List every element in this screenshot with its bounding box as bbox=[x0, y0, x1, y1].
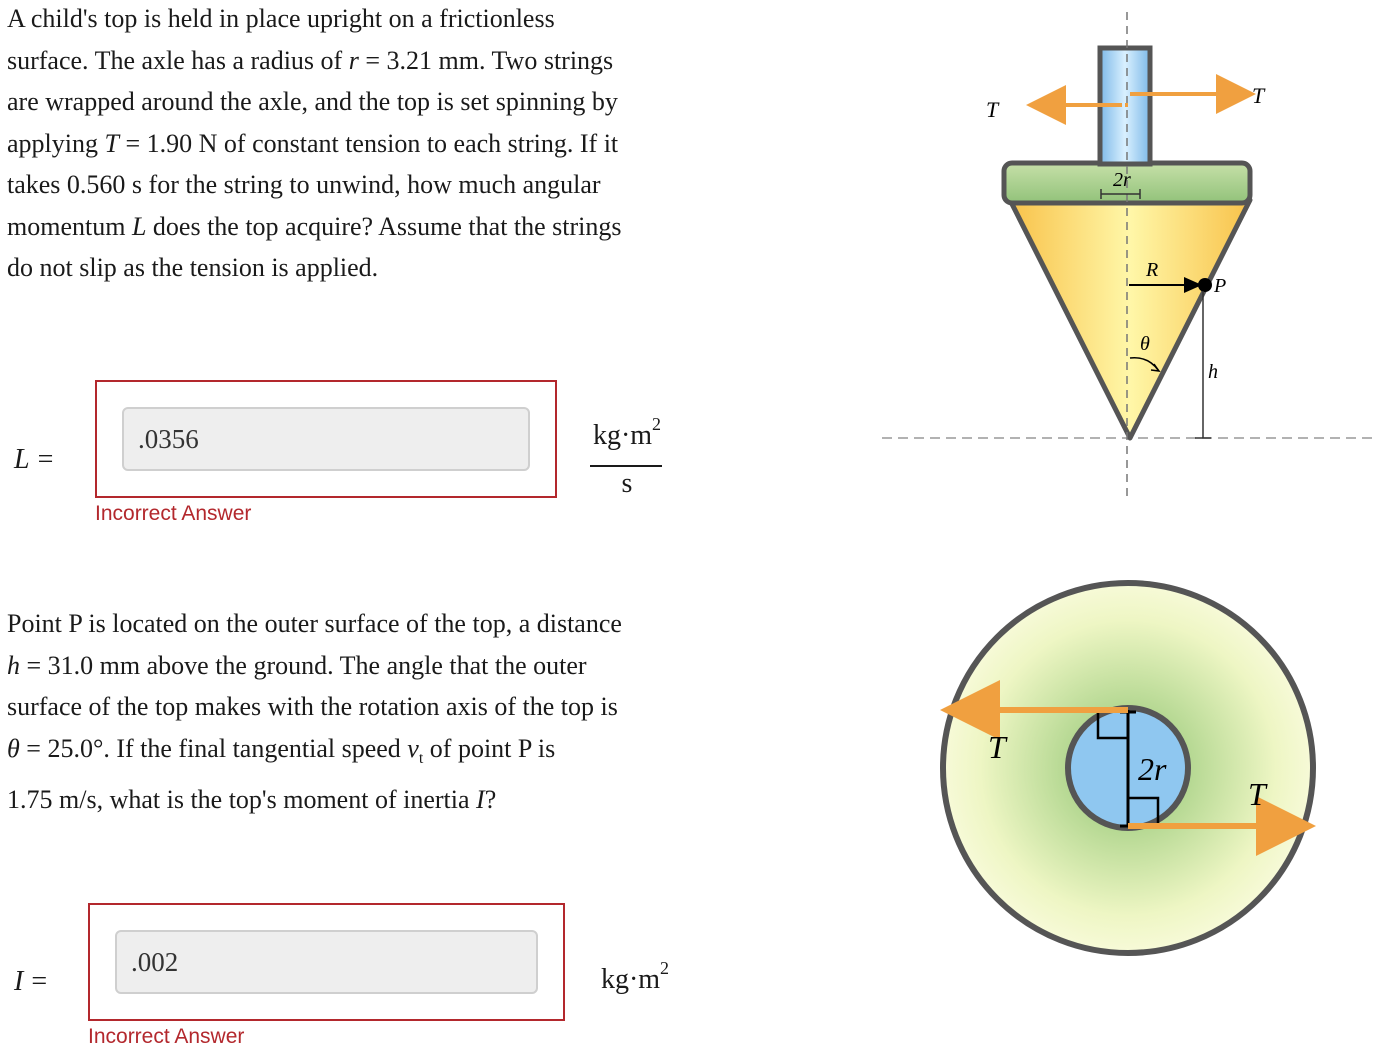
side-2r-label: 2r bbox=[1113, 169, 1131, 191]
side-T-right-label: T bbox=[1252, 83, 1265, 108]
cone-body bbox=[1010, 200, 1250, 438]
side-theta-label: θ bbox=[1140, 333, 1150, 355]
q1-line2: surface. The axle has a radius of r = 3.21 mm. Two strings bbox=[7, 45, 614, 75]
q1-line3: are wrapped around the axle, and the top is set spinning by bbox=[7, 87, 618, 116]
question-part1 bbox=[7, 0, 697, 289]
answer-L-label: L = bbox=[14, 444, 54, 475]
answer-L-fraction-bar bbox=[590, 465, 662, 467]
answer-I-input[interactable] bbox=[115, 930, 538, 994]
topview-T-left-label: T bbox=[988, 729, 1006, 765]
point-P bbox=[1198, 278, 1212, 292]
topview-2r-label: 2r bbox=[1138, 751, 1167, 787]
side-P-label: P bbox=[1214, 275, 1227, 297]
answer-I-feedback: Incorrect Answer bbox=[88, 1025, 245, 1048]
answer-L-feedback: Incorrect Answer bbox=[95, 502, 252, 525]
side-T-left-label: T bbox=[986, 97, 999, 122]
answer-L-input[interactable] bbox=[122, 407, 530, 471]
answer-I-unit: $kg\cdot m^2$ bbox=[600, 958, 670, 995]
topview-T-right-label: T bbox=[1248, 776, 1266, 812]
q1-line7: do not slip as the tension is applied. bbox=[7, 253, 379, 282]
q1-line4: applying T = 1.90 N of constant tension to each string. If it bbox=[7, 128, 619, 158]
answer-I-label: I = bbox=[14, 966, 48, 997]
answer-L-unit-denominator: s bbox=[621, 468, 633, 499]
side-R-label: R bbox=[1146, 259, 1159, 281]
q1-line6: momentum L does the top acquire? Assume that the strings bbox=[7, 211, 622, 241]
q2-line2: h = 31.0 mm above the ground. The angle that the outer bbox=[7, 650, 587, 680]
question-part2 bbox=[7, 603, 697, 821]
q2-line4: θ = 25.0°. If the final tangential speed $v_t$ of point P is bbox=[7, 733, 556, 767]
side-h-label: h bbox=[1208, 361, 1218, 383]
q2-line3: surface of the top makes with the rotation axis of the top is bbox=[7, 692, 618, 721]
q2-line5: 1.75 m/s, what is the top's moment of inertia I? bbox=[7, 785, 497, 815]
q1-line5: takes 0.560 s for the string to unwind, how much angular bbox=[7, 170, 601, 199]
answer-L-unit-numerator: $kg\cdot m^2$ bbox=[592, 414, 662, 451]
q2-line1: Point P is located on the outer surface of the top, a distance bbox=[7, 609, 622, 638]
q1-line1: A child's top is held in place upright on a frictionless bbox=[7, 4, 555, 33]
top-side-view-figure bbox=[880, 0, 1380, 520]
top-view-figure bbox=[930, 575, 1330, 965]
